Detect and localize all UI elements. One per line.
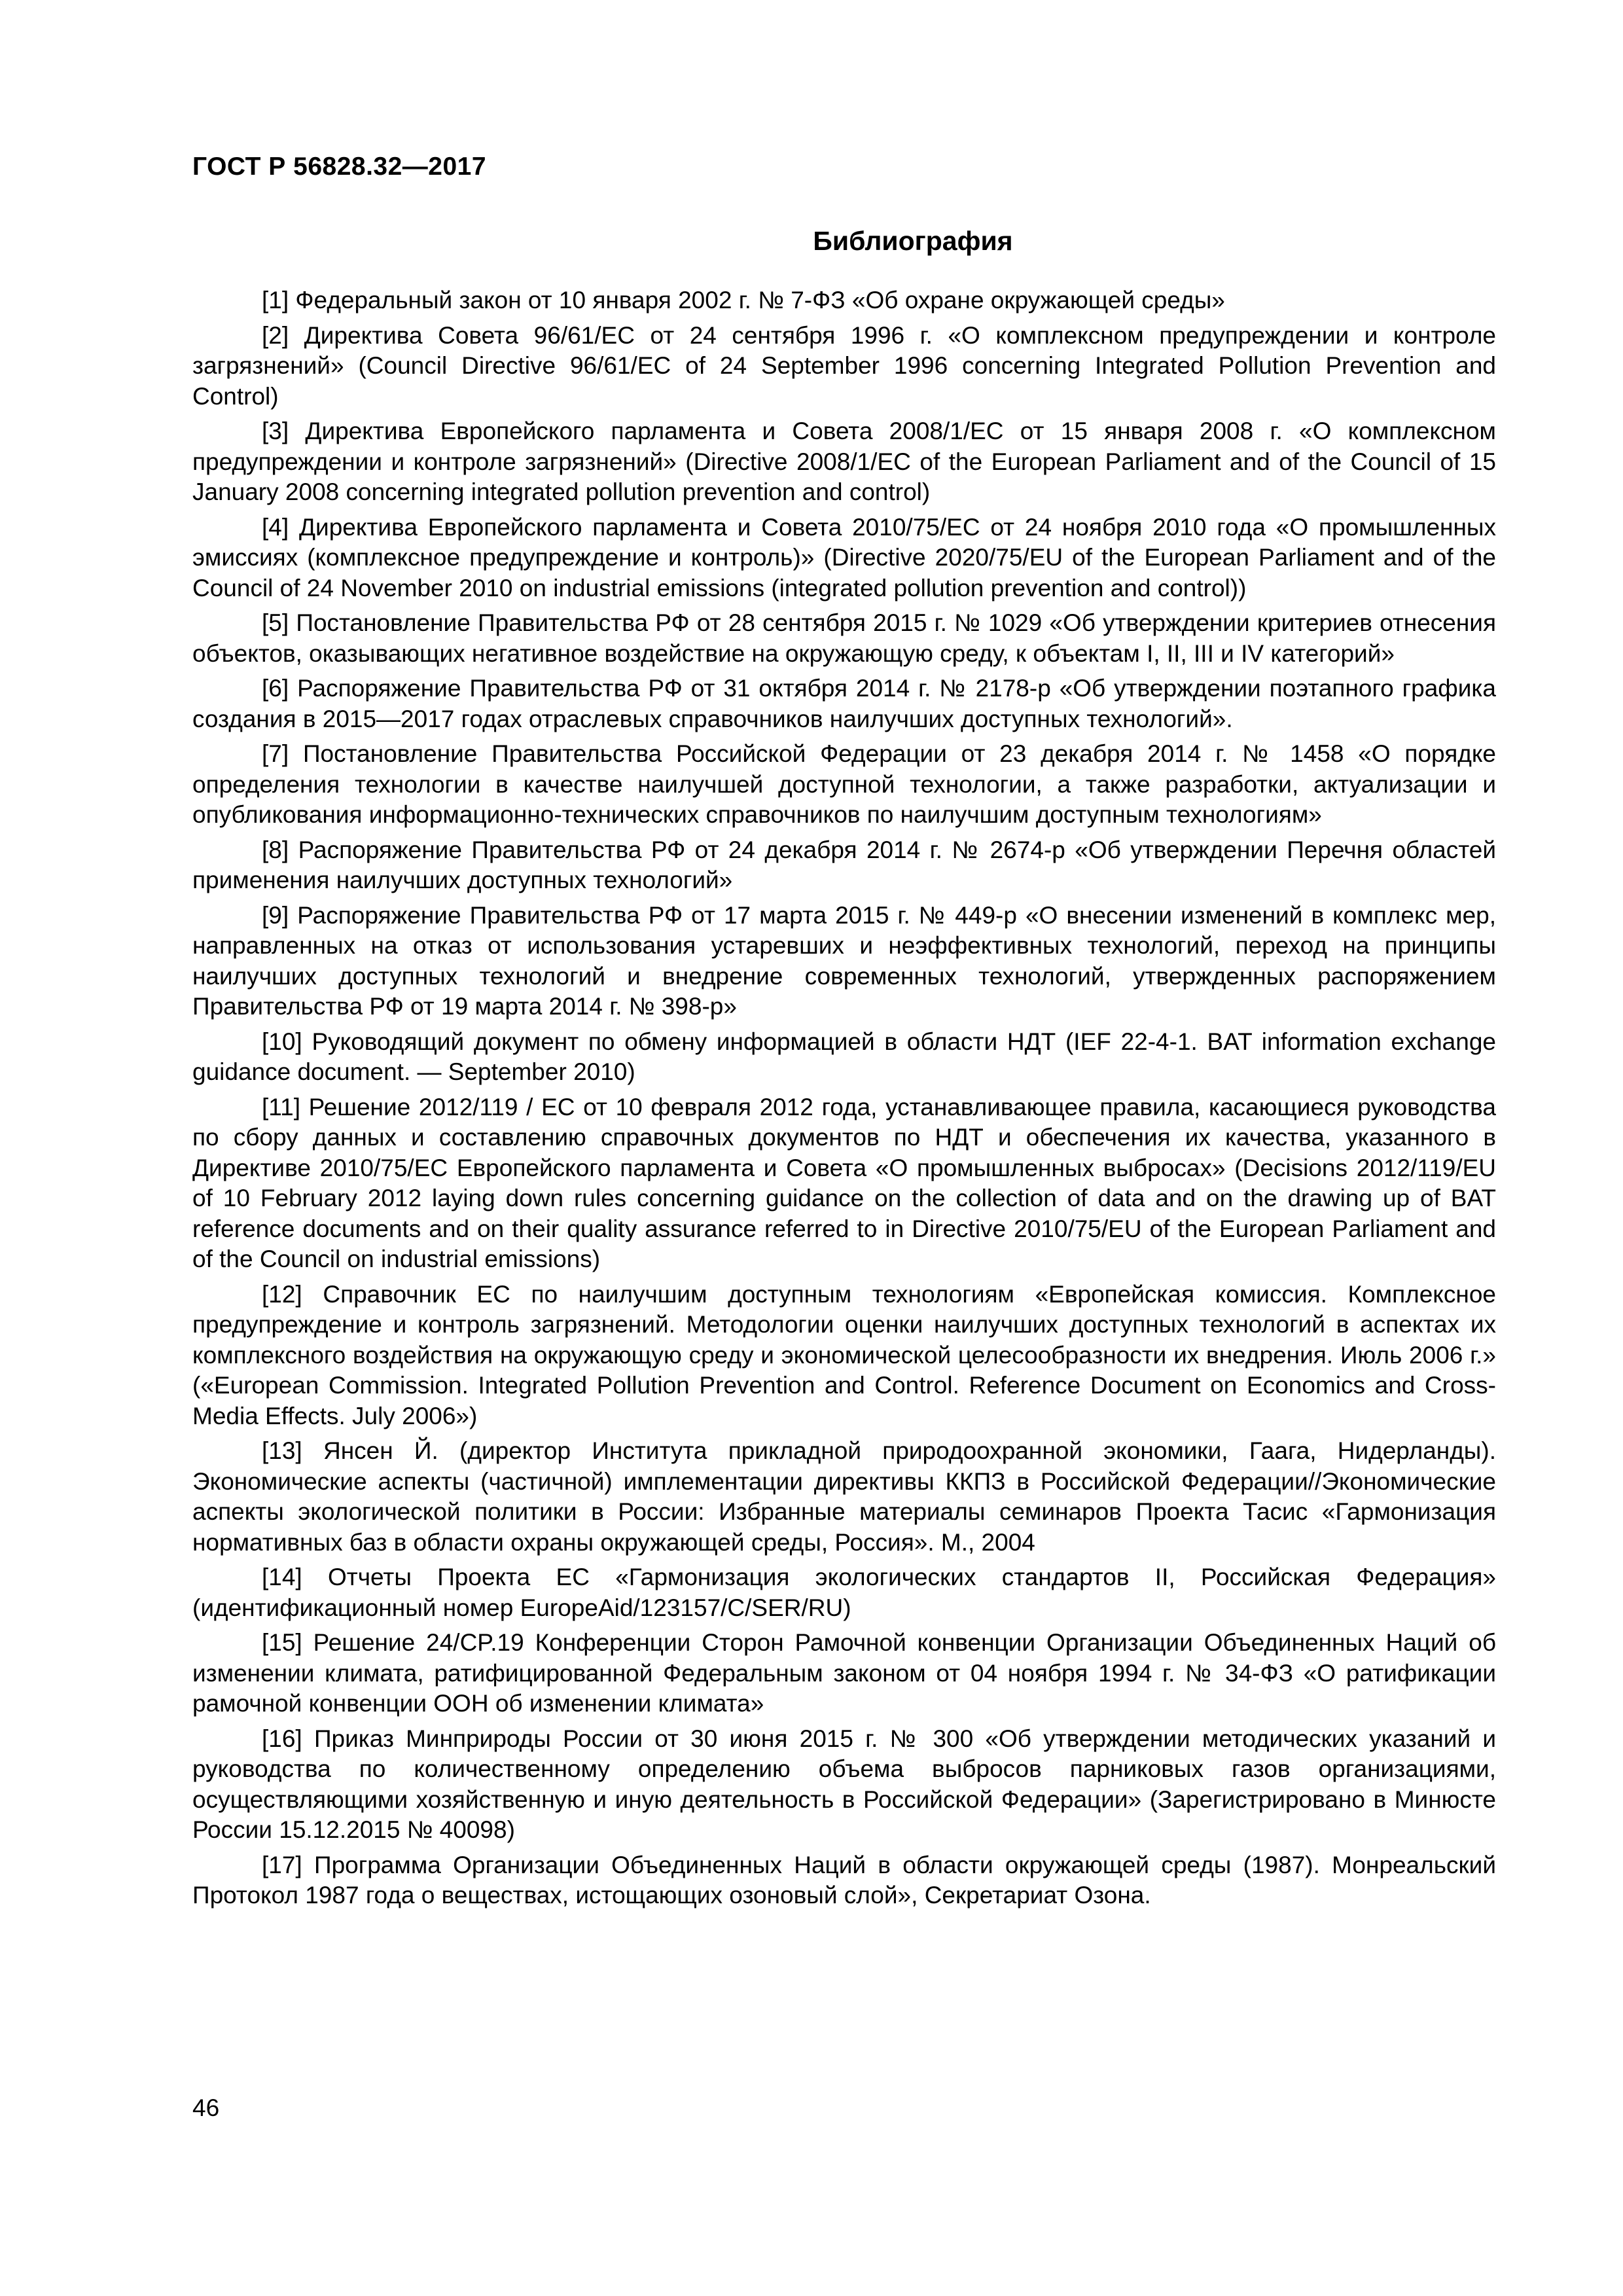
reference-text: Распоряжение Правительства РФ от 24 декабря 2014 г. № 2674-р «Об утверждении Перечня областей применения наилучших доступных технологий»: [192, 836, 1497, 893]
reference-number: [17]: [262, 1851, 302, 1878]
reference-item: [192, 416, 1496, 508]
reference-text: Директива Европейского парламента и Совета 2008/1/ЕС от 15 января 2008 г. «О комплексном предупреждении и контроле загрязнений» (Directive 2008/1/EC of the European Parliament and of the Council of 15 January 2008 concerning integrated pollution prevention and control): [192, 418, 1496, 505]
reference-item: [192, 1628, 1496, 1719]
reference-text: Приказ Минприроды России от 30 июня 2015 г. № 300 «Об утверждении методических указаний и руководства по количественному определению объема выбросов парниковых газов организациями, осуществляющими хозяйственную и иную деятельность в Российской Федерации» (Зарегистрировано в Минюсте России 15.12.2015 № 40098): [192, 1725, 1496, 1843]
reference-item: [192, 1724, 1496, 1846]
reference-number: [11]: [262, 1093, 300, 1121]
reference-number: [12]: [262, 1280, 302, 1308]
reference-number: [4]: [262, 513, 289, 541]
reference-number: [3]: [262, 418, 289, 444]
reference-number: [5]: [262, 609, 289, 636]
reference-text: Федеральный закон от 10 января 2002 г. № 7-ФЗ «Об охране окружающей среды»: [295, 287, 1225, 314]
reference-item: [192, 901, 1496, 1022]
document-code: ГОСТ Р 56828.32—2017: [192, 152, 487, 181]
reference-item: [192, 512, 1496, 604]
reference-text: Постановление Правительства РФ от 28 сентября 2015 г. № 1029 «Об утверждении критериев отнесения объектов, оказывающих негативное воздействие на окружающую среду, к объектам I, II, III и IV категорий»: [192, 609, 1497, 667]
reference-number: [16]: [262, 1725, 302, 1752]
reference-text: Отчеты Проекта ЕС «Гармонизация экологических стандартов II, Российская Федерация» (идентификационный номер EuropeAid/123157/C/SER/RU): [192, 1564, 1496, 1621]
reference-item: [192, 1436, 1496, 1558]
reference-item: [192, 285, 1496, 316]
reference-text: Программа Организации Объединенных Наций в области окружающей среды (1987). Монреальский Протокол 1987 года о веществах, истощающих озоновый слой», Секретариат Озона.: [192, 1851, 1496, 1909]
reference-text: Справочник ЕС по наилучшим доступным технологиям «Европейская комиссия. Комплексное предупреждение и контроль загрязнений. Методологии оценки наилучших доступных технологий в аспектах их комплексного воздействия на окружающую среду и экономической целесообразности их внедрения. Июль 2006 г.» («European Commission. Integrated Pollution Prevention and Control. Reference Document on Economics and Cross-Media Effects. July 2006»): [192, 1280, 1496, 1429]
reference-item: [192, 673, 1496, 734]
reference-text: Постановление Правительства Российской Федерации от 23 декабря 2014 г. № 1458 «О порядке определения технологии в качестве наилучшей доступной технологии, а также разработки, актуализации и опубликования информационно-технических справочников по наилучшим доступным технологиям»: [192, 740, 1496, 828]
reference-number: [9]: [262, 901, 289, 929]
reference-item: [192, 321, 1496, 412]
reference-text: Распоряжение Правительства РФ от 31 октября 2014 г. № 2178-р «Об утверждении поэтапного графика создания в 2015—2017 годах отраслевых справочников наилучших доступных технологий».: [192, 675, 1496, 732]
reference-item: [192, 1562, 1496, 1623]
reference-item: [192, 739, 1496, 831]
reference-item: [192, 1092, 1496, 1275]
reference-text: Янсен Й. (директор Института прикладной природоохранной экономики, Гаага, Нидерланды). Экономические аспекты (частичной) имплементации директивы ККПЗ в Российской Федерации//Экономические аспекты экологической политики в России: Избранные материалы семинаров Проекта Тасис «Гармонизация нормативных баз в области охраны окружающей среды, Россия». М., 2004: [192, 1437, 1496, 1556]
reference-number: [10]: [262, 1028, 302, 1055]
reference-number: [14]: [262, 1564, 302, 1590]
reference-text: Распоряжение Правительства РФ от 17 марта 2015 г. № 449-р «О внесении изменений в комплекс мер, направленных на отказ от использования устаревших и неэффективных технологий, переход на принципы наилучших доступных технологий и внедрение современных технологий, утвержденных распоряжением Правительства РФ от 19 марта 2014 г. № 398-р»: [192, 901, 1497, 1020]
reference-number: [7]: [262, 740, 289, 767]
reference-text: Решение 2012/119 / ЕС от 10 февраля 2012 года, устанавливающее правила, касающиеся руководства по сбору данных и составлению справочных документов по НДТ и обеспечения их качества, указанного в Директиве 2010/75/ЕС Европейского парламента и Совета «О промышленных выбросах» (Decisions 2012/119/EU of 10 February 2012 laying down rules concerning guidance on the collection of data and on the drawing up of BAT reference documents and on their quality assurance referred to in Directive 2010/75/EU of the European Parliament and of the Council on industrial emissions): [192, 1093, 1496, 1272]
bibliography-title: Библиография: [813, 226, 1013, 256]
page-number: 46: [192, 2094, 220, 2121]
reference-number: [13]: [262, 1437, 302, 1464]
reference-item: [192, 1850, 1496, 1911]
reference-text: Руководящий документ по обмену информацией в области НДТ (IEF 22-4-1. BAT information exchange guidance document. — September 2010): [192, 1028, 1496, 1085]
reference-text: Директива Совета 96/61/ЕС от 24 сентября 1996 г. «О комплексном предупреждении и контроле загрязнений» (Council Directive 96/61/EC of 24 September 1996 concerning Integrated Pollution Prevention and Control): [192, 321, 1496, 410]
reference-list: [192, 285, 1496, 1916]
reference-number: [1]: [262, 287, 289, 314]
reference-item: [192, 608, 1496, 669]
reference-item: [192, 1280, 1496, 1432]
reference-number: [15]: [262, 1629, 302, 1656]
reference-number: [2]: [262, 321, 289, 349]
reference-text: Решение 24/CP.19 Конференции Сторон Рамочной конвенции Организации Объединенных Наций об изменении климата, ратифицированной Федеральным законом от 04 ноября 1994 г. № 34-ФЗ «О ратификации рамочной конвенции ООН об изменении климата»: [192, 1629, 1497, 1717]
reference-text: Директива Европейского парламента и Совета 2010/75/ЕС от 24 ноября 2010 года «О промышленных эмиссиях (комплексное предупреждение и контроль)» (Directive 2020/75/EU of the European Parliament and of the Council of 24 November 2010 on industrial emissions (integrated pollution prevention and control)): [192, 513, 1497, 601]
reference-number: [8]: [262, 836, 289, 863]
reference-number: [6]: [262, 675, 289, 702]
reference-item: [192, 835, 1496, 896]
reference-item: [192, 1027, 1496, 1088]
